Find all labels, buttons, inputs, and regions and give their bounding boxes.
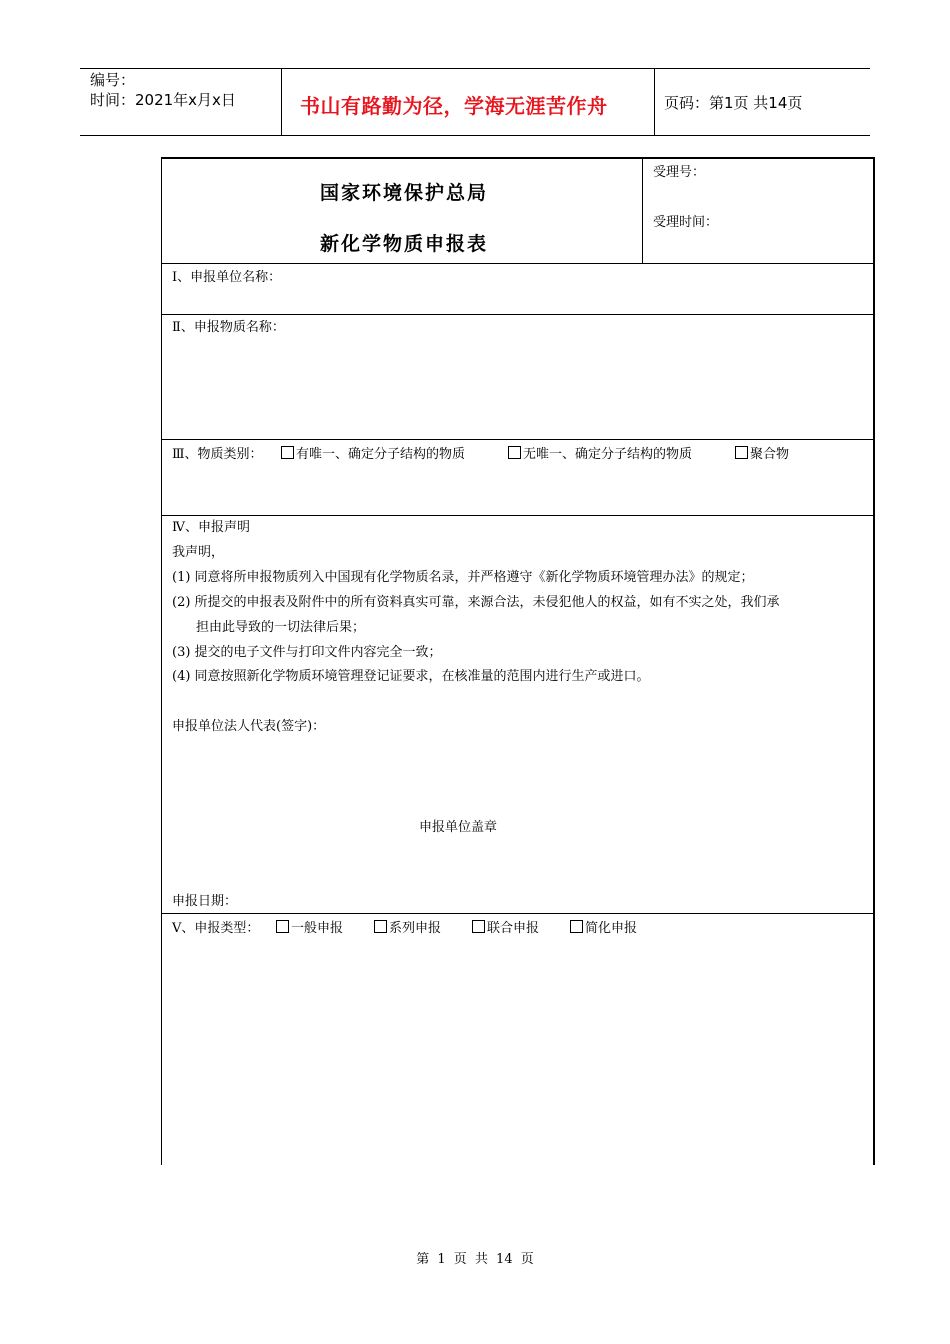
declaration-item-2: (2) 所提交的申报表及附件中的所有资料真实可靠，来源合法，未侵犯他人的权益，如有不实之处，我们承	[172, 595, 780, 610]
checkbox-icon[interactable]	[472, 920, 485, 933]
acceptance-time-label: 受理时间：	[653, 215, 719, 230]
legal-representative-signature-label: 申报单位法人代表(签字)：	[172, 719, 326, 734]
header-page-indicator: 页码：第1页 共14页	[664, 94, 803, 112]
category-option-defined-structure[interactable]: 有唯一、确定分子结构的物质	[281, 446, 465, 464]
header-top-rule	[80, 68, 870, 69]
form-top-border	[161, 157, 875, 159]
category-option-polymer[interactable]: 聚合物	[735, 446, 789, 464]
form-title-name: 新化学物质申报表	[319, 233, 488, 255]
header-motto: 书山有路勤为径，学海无涯苦作舟	[300, 94, 608, 118]
header-divider-left	[281, 68, 282, 136]
type-option-series[interactable]: 系列申报	[374, 920, 441, 938]
header-divider-right	[654, 68, 655, 136]
checkbox-icon[interactable]	[508, 446, 521, 459]
checkbox-icon[interactable]	[374, 920, 387, 933]
checkbox-icon[interactable]	[570, 920, 583, 933]
form-right-border	[873, 157, 875, 1165]
row-divider-2	[161, 314, 875, 315]
form-left-border	[161, 157, 162, 1165]
header-bottom-rule	[80, 135, 870, 136]
applicant-seal-label: 申报单位盖章	[419, 820, 498, 835]
declaration-intro: 我声明，	[172, 545, 225, 560]
acceptance-number-label: 受理号：	[653, 165, 706, 180]
type-option-joint[interactable]: 联合申报	[472, 920, 539, 938]
header-time-label: 时间：2021年x月x日	[90, 91, 236, 109]
category-option-undefined-structure[interactable]: 无唯一、确定分子结构的物质	[508, 446, 692, 464]
row-divider-5	[161, 913, 875, 914]
section-2-substance-name-label: Ⅱ、申报物质名称：	[172, 320, 285, 335]
checkbox-icon[interactable]	[735, 446, 748, 459]
declaration-item-1: (1) 同意将所申报物质列入中国现有化学物质名录，并严格遵守《新化学物质环境管理办法》的规定；	[172, 570, 754, 585]
section-4-declaration-label: Ⅳ、申报声明	[172, 520, 250, 535]
row-divider-1	[161, 263, 875, 264]
form-title-agency: 国家环境保护总局	[319, 182, 488, 204]
declaration-item-3: (3) 提交的电子文件与打印文件内容完全一致；	[172, 645, 442, 660]
row-divider-3	[161, 439, 875, 440]
declaration-item-4: (4) 同意按照新化学物质环境管理登记证要求，在核准量的范围内进行生产或进口。	[172, 669, 650, 684]
row-divider-4	[161, 515, 875, 516]
section-5-application-type-label: Ⅴ、申报类型：	[172, 921, 260, 936]
section-3-substance-category-label: Ⅲ、物质类别：	[172, 447, 263, 462]
declaration-item-2-continued: 担由此导致的一切法律后果；	[196, 620, 366, 635]
page-footer: 第 1 页 共 14 页	[416, 1252, 534, 1267]
header-number-label: 编号：	[90, 71, 136, 89]
type-option-general[interactable]: 一般申报	[276, 920, 343, 938]
type-option-simplified[interactable]: 简化申报	[570, 920, 637, 938]
checkbox-icon[interactable]	[276, 920, 289, 933]
application-date-label: 申报日期：	[172, 894, 238, 909]
checkbox-icon[interactable]	[281, 446, 294, 459]
section-1-applicant-name-label: Ⅰ、申报单位名称：	[172, 270, 282, 285]
